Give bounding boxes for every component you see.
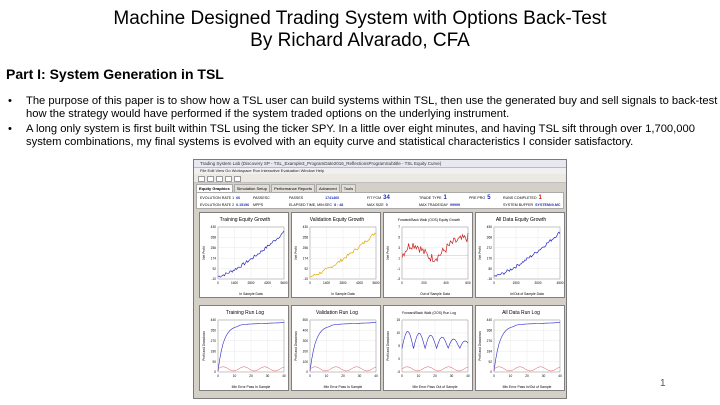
y-tick-label: 3 [398, 246, 400, 250]
chart-title: All Data Equity Growth [495, 217, 547, 223]
x-tick-label: 0 [309, 374, 311, 378]
x-tick-label: 2800 [247, 281, 255, 285]
x-tick-label: 10 [324, 374, 329, 378]
x-tick-label: 2800 [339, 281, 347, 285]
stat-passesc: PASSESC [253, 196, 270, 200]
y-tick-label: 300 [302, 339, 308, 343]
y-tick-label: -3 [397, 277, 400, 282]
bullet-icon: • [8, 95, 12, 107]
y-axis-label: Profit and Drawdown [202, 331, 206, 361]
x-tick-label: 5600 [372, 281, 380, 285]
x-tick-label: 40 [374, 374, 378, 378]
y-tick-label: 174 [210, 256, 216, 261]
section-heading: Part I: System Generation in TSL [6, 66, 224, 82]
y-tick-label: 0 [214, 370, 216, 375]
x-tick-label: 10 [508, 374, 513, 378]
stat-mpps: MPPS [253, 203, 264, 207]
x-tick-label: 400 [443, 281, 449, 285]
y-axis-label: Profit and Drawdown [386, 331, 390, 361]
stat-passes: PASSES 1741460 [289, 196, 340, 200]
x-tick-label: 30 [449, 374, 454, 378]
tab-simulation-setup: Simulation Setup [234, 184, 270, 192]
y-tick-label: 92 [488, 359, 492, 364]
x-axis-label: Min Error Pass Out of Sample [412, 385, 458, 389]
x-axis-label: In/Out of Sample Data [510, 292, 544, 296]
tab-advanced: Advanced [316, 184, 340, 192]
slide-subtitle: By Richard Alvarado, CFA [250, 30, 470, 51]
toolbar [194, 174, 566, 183]
y-axis-label: Profit and Drawdown [478, 331, 482, 361]
chart-svg [292, 213, 382, 299]
x-axis-label: Min Error Pass In Sample [231, 385, 271, 389]
tab-performance-reports: Performance Reports [271, 184, 315, 192]
y-tick-label: -1 [397, 266, 400, 271]
x-tick-label: 40 [282, 374, 286, 378]
y-tick-label: 1 [398, 256, 400, 261]
y-tick-label: 368 [486, 328, 492, 333]
chart-panel [383, 212, 473, 298]
chart-svg [200, 213, 290, 299]
window-titlebar: Trading System Lab (Discovery SP - TSL_Example3_ProgramDate2016_ReflectionsProgramSubtitle - TSL Equity Curve) [194, 160, 566, 168]
x-tick-label: 30 [357, 374, 362, 378]
x-tick-label: 1500 [512, 281, 520, 285]
x-tick-label: 10 [416, 374, 421, 378]
y-axis-label: Net Profit [202, 246, 206, 260]
y-tick-label: 176 [486, 256, 492, 261]
y-tick-label: 350 [210, 328, 216, 333]
y-tick-label: 430 [302, 225, 308, 230]
plot-area [402, 227, 468, 279]
y-tick-label: 440 [486, 318, 492, 323]
x-tick-label: 0 [217, 281, 219, 285]
stat-max-trade: MAX TRADE/DAY 99999 [419, 203, 461, 207]
chart-panel [291, 212, 381, 298]
x-axis-label: In Sample Data [239, 292, 263, 296]
y-tick-label: -5 [397, 370, 400, 375]
x-tick-label: 1400 [230, 281, 239, 285]
x-tick-label: 200 [421, 281, 427, 285]
y-tick-label: 272 [486, 246, 492, 250]
y-tick-label: 450 [486, 225, 492, 230]
chart-svg [476, 306, 566, 392]
slide-title: Machine Designed Trading System with Options Back-Test [113, 8, 607, 29]
y-tick-label: 90 [212, 359, 216, 364]
y-tick-label: 430 [210, 225, 216, 230]
chart-panel [291, 305, 381, 391]
y-tick-label: 15 [396, 318, 400, 323]
menu-bar: File Edit View Go Workspace Run Interactive Evaluation Window Help [194, 168, 566, 174]
tab-strip [196, 184, 357, 192]
y-tick-label: 400 [302, 328, 308, 333]
x-tick-label: 1400 [322, 281, 331, 285]
x-axis-label: Out of Sample Data [420, 292, 450, 296]
x-tick-label: 5600 [280, 281, 288, 285]
chart-panel [199, 212, 289, 298]
chart-title: Training Equity Growth [219, 217, 271, 223]
y-tick-label: 92 [304, 266, 308, 271]
y-tick-label: 5 [398, 235, 400, 240]
x-tick-label: 30 [265, 374, 270, 378]
y-tick-label: 500 [302, 318, 308, 323]
x-tick-label: 40 [558, 374, 562, 378]
y-tick-label: 256 [302, 246, 308, 250]
stat-system-buffer: SYSTEM BUFFER SYSTEM#0.MC [503, 203, 561, 207]
chart-title: Validation Run Log [316, 310, 358, 316]
chart-title: Validation Equity Growth [309, 217, 365, 223]
plot-area [494, 227, 560, 279]
x-tick-label: 600 [465, 281, 471, 285]
toolbar-save-icon [207, 176, 214, 182]
x-tick-label: 10 [232, 374, 237, 378]
stats-bar [196, 192, 564, 209]
x-tick-label: 0 [401, 374, 403, 378]
chart-panel [199, 305, 289, 391]
x-tick-label: 0 [493, 281, 495, 285]
stat-evolution-rate-2: EVOLUTION RATE 2 0.15196 [200, 203, 250, 207]
x-tick-label: 20 [249, 374, 253, 378]
y-tick-label: 440 [210, 318, 216, 323]
x-tick-label: 0 [401, 281, 403, 285]
y-tick-label: -16 [487, 277, 492, 282]
tsl-screenshot [193, 159, 567, 399]
y-tick-label: 92 [212, 266, 216, 271]
x-tick-label: 20 [341, 374, 345, 378]
y-tick-label: 7 [398, 225, 400, 230]
y-tick-label: -10 [303, 277, 308, 282]
y-tick-label: 100 [302, 359, 308, 364]
chart-title: Forward/Back Walk (OOS) Equity Growth [397, 218, 461, 222]
chart-svg [200, 306, 290, 392]
y-axis-label: Net Profit [478, 246, 482, 260]
x-tick-label: 20 [433, 374, 437, 378]
x-tick-label: 0 [217, 374, 219, 378]
x-tick-label: 3000 [534, 281, 542, 285]
tab-tools: Tools [341, 184, 356, 192]
toolbar-stop-icon [225, 176, 232, 182]
x-tick-label: 30 [541, 374, 546, 378]
stat-evolution-rate-1: EVOLUTION RATE 1 66 [200, 196, 241, 200]
y-tick-label: 0 [490, 370, 492, 375]
chart-panel [383, 305, 473, 391]
x-tick-label: 4200 [355, 281, 364, 285]
chart-title: Training Run Log [225, 310, 265, 316]
y-tick-label: 174 [302, 256, 308, 261]
chart-panel [475, 212, 565, 298]
toolbar-record-icon [234, 176, 241, 182]
chart-svg [384, 306, 474, 392]
chart-svg [384, 213, 474, 299]
x-tick-label: 20 [525, 374, 529, 378]
y-axis-label: Net Profit [386, 246, 390, 260]
x-tick-label: 0 [309, 281, 311, 285]
x-axis-label: In Sample Data [331, 292, 355, 296]
stat-runs-completed: RUNS COMPLETED 1 [503, 195, 542, 201]
chart-svg [292, 306, 382, 392]
y-axis-label: Net Profit [294, 246, 298, 260]
y-tick-label: -10 [211, 277, 216, 282]
stat-fit-fcm: FIT FCM 34 [367, 195, 390, 201]
x-axis-label: Min Error Pass In Sample [323, 385, 363, 389]
y-tick-label: 368 [486, 235, 492, 240]
y-tick-label: 184 [486, 349, 492, 354]
y-tick-label: 276 [486, 339, 492, 343]
x-tick-label: 0 [493, 374, 495, 378]
y-tick-label: 200 [302, 349, 308, 354]
page-number: 1 [660, 378, 666, 389]
y-tick-label: 80 [488, 266, 492, 271]
y-tick-label: 180 [210, 349, 216, 354]
y-tick-label: 10 [396, 331, 400, 336]
chart-title: Forward/Back Walk (OOS) Run Log [402, 311, 456, 315]
chart-title: All Data Run Log [502, 310, 540, 316]
x-tick-label: 40 [466, 374, 470, 378]
x-tick-label: 4500 [556, 281, 564, 285]
y-tick-label: 0 [306, 370, 308, 375]
y-tick-label: 5 [398, 344, 400, 349]
x-axis-label: Min Error Pass In/Out of Sample [502, 385, 552, 389]
stat-pre-pro: PRE PRO 5 [469, 195, 491, 201]
bullet-text-2: A long only system is first built within TSL using the ticker SPY. In a little over eight minutes, and having TSL sift through over 1,700,000 system combinations, my final systems is evolved with an equity curve and statistical characteristics I consider satisfactory. [26, 123, 695, 148]
bullet-icon: • [8, 123, 12, 135]
y-tick-label: 270 [210, 339, 216, 343]
y-tick-label: 358 [302, 235, 308, 240]
stat-elapsed: ELAPSED TIME, MIN:SEC 8 : 48 [289, 203, 344, 207]
y-axis-label: Profit and Drawdown [294, 331, 298, 361]
chart-panel [475, 305, 565, 391]
bullet-text-1: The purpose of this paper is to show how a TSL user can build systems within TSL, then use the generated buy and sell signals to back-test how the strategy would have performed if the system traded options on the underlying instrument. [26, 95, 718, 120]
stat-trade-type: TRADE TYPE 1 [419, 195, 447, 201]
x-tick-label: 4200 [263, 281, 272, 285]
y-tick-label: 358 [210, 235, 216, 240]
tab-equity-graphics: Equity Graphics [196, 184, 233, 192]
toolbar-open-icon [198, 176, 205, 182]
y-tick-label: 256 [210, 246, 216, 250]
stat-max-size: MAX SIZE 0 [367, 203, 388, 207]
chart-svg [476, 213, 566, 299]
toolbar-run-icon [216, 176, 223, 182]
y-tick-label: 0 [398, 357, 400, 362]
